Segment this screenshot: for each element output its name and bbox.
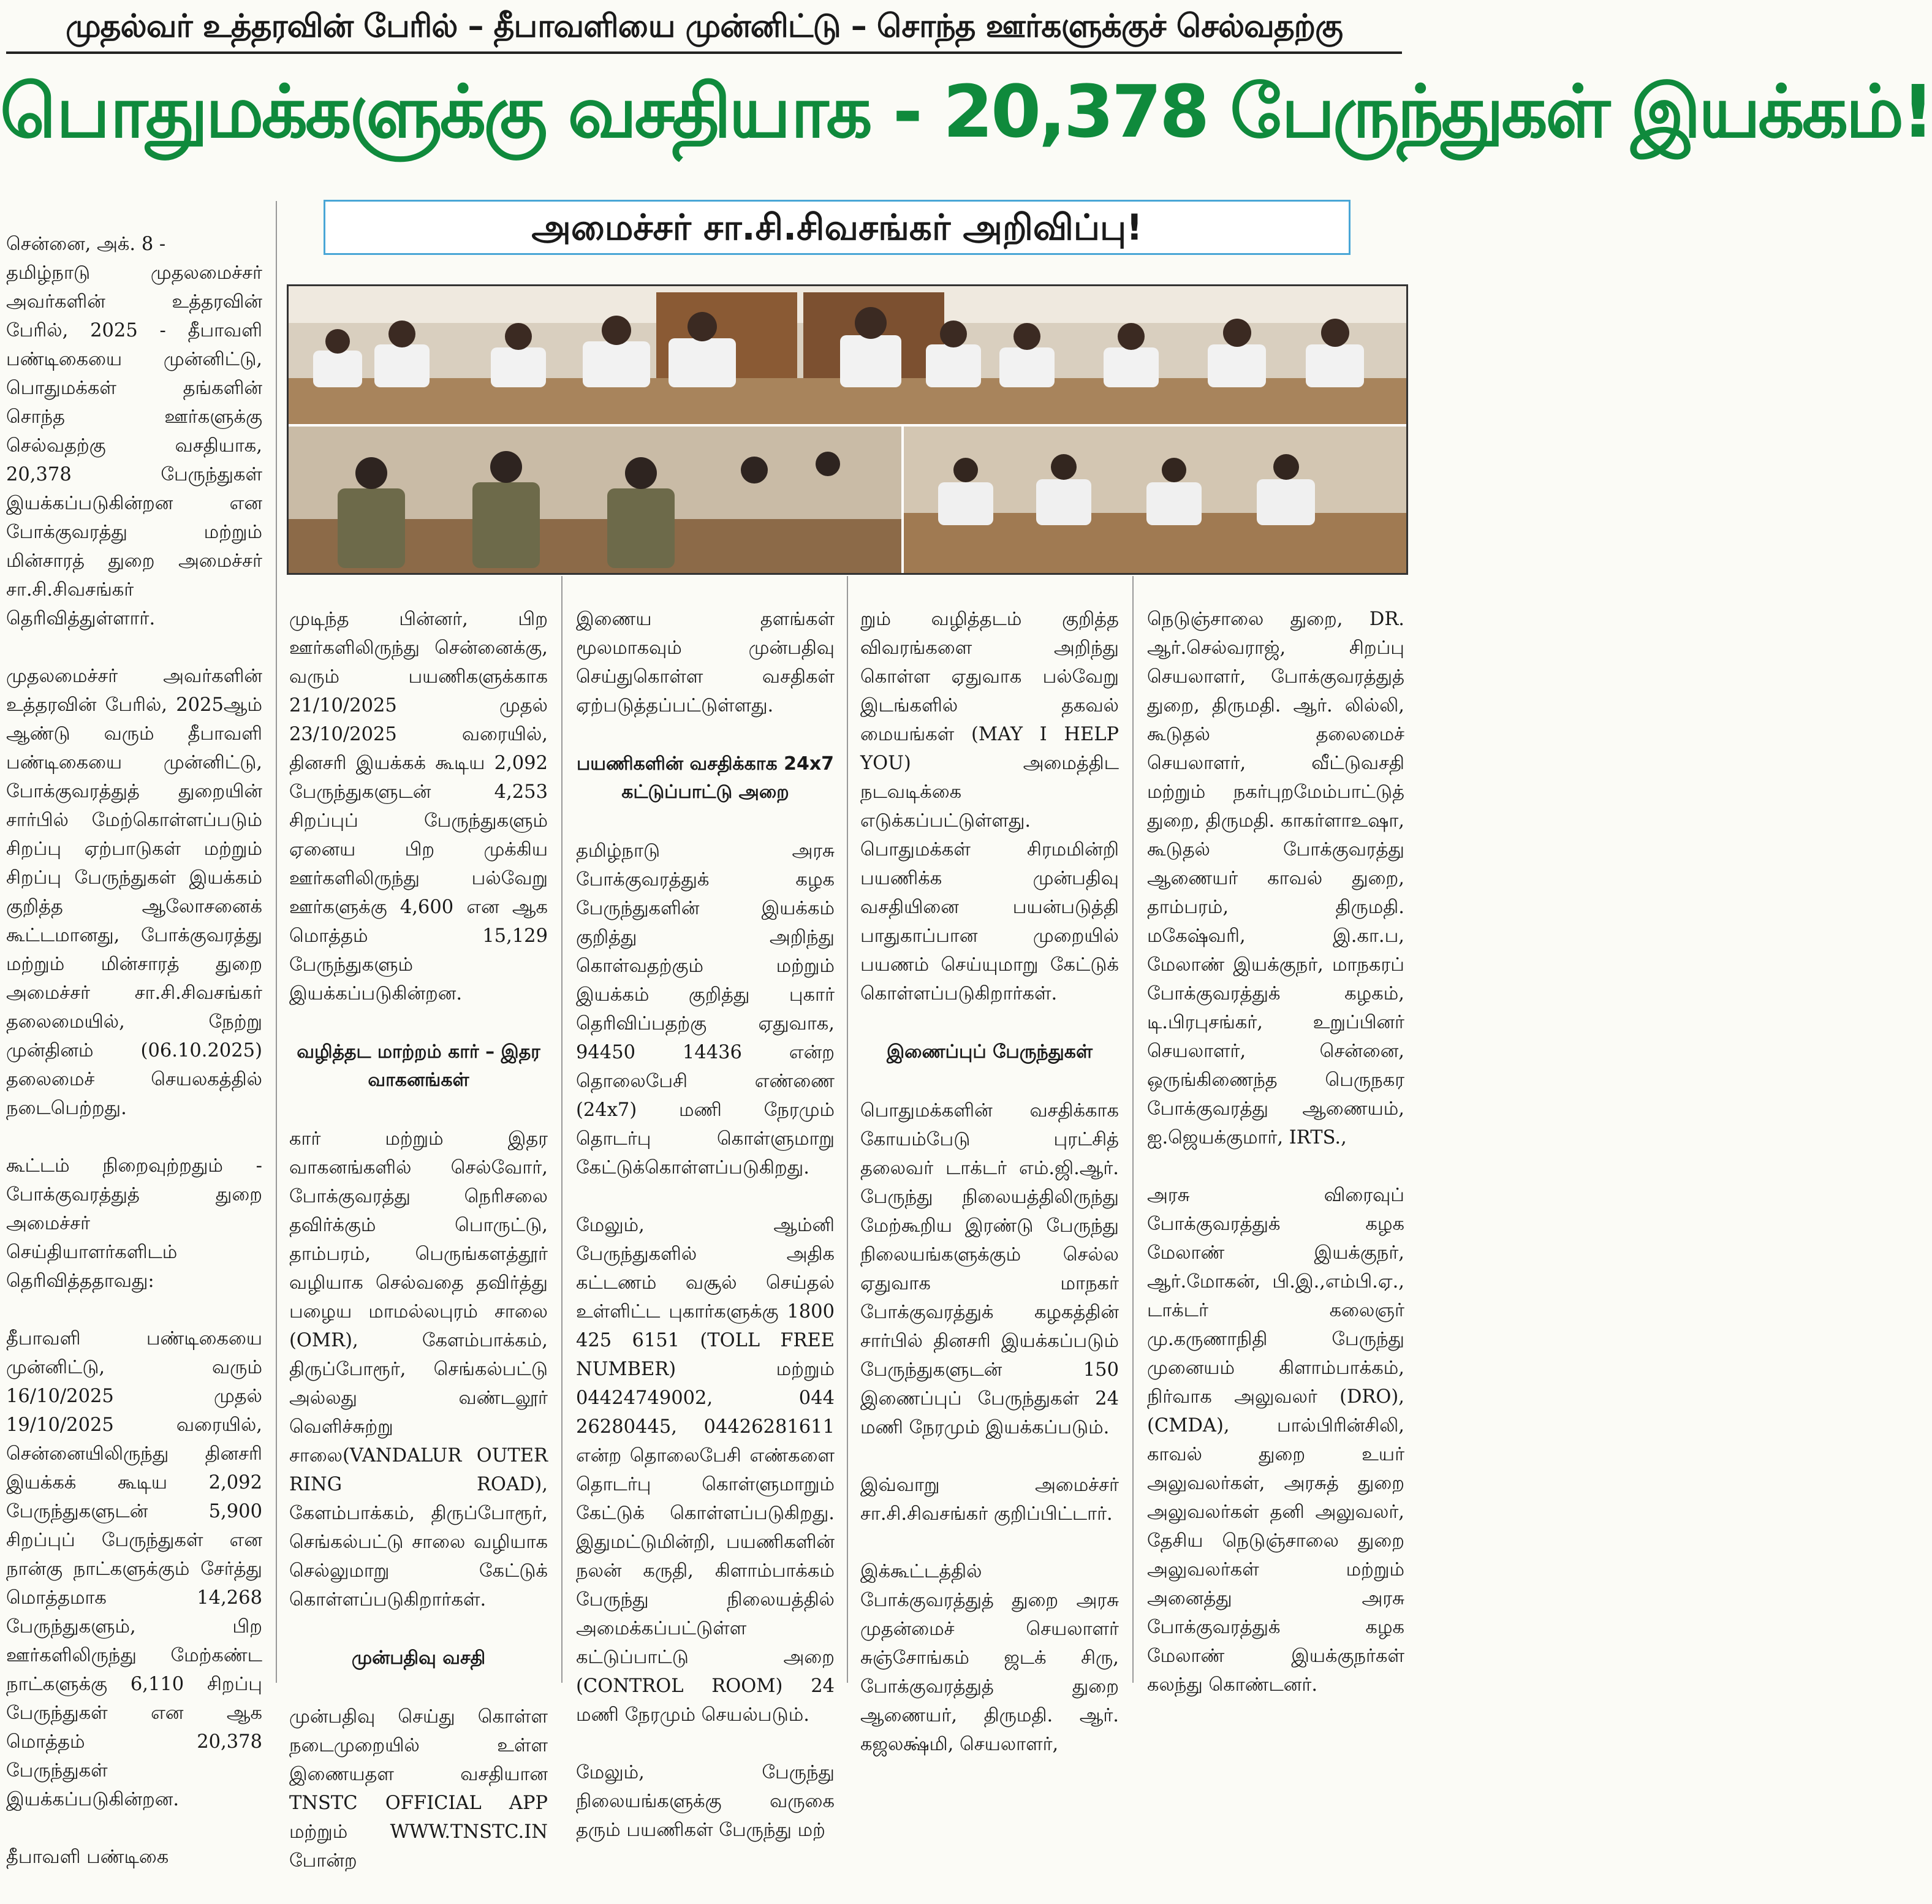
body-paragraph: கூட்டம் நிறைவுற்றதும் - போக்குவரத்துத் துறை அமைச்சர் செய்தியாளர்களிடம் தெரிவித்ததாவது: (6, 1155, 262, 1292)
section-subheading: இணைப்புப் பேருந்துகள் (886, 1041, 1093, 1063)
column-divider (276, 201, 277, 1683)
body-paragraph: மேலும், பேருந்து நிலையங்களுக்கு வருகை தரும் பயணிகள் பேருந்து மற் (576, 1762, 835, 1841)
subheadline-box: அமைச்சர் சா.சி.சிவசங்கர் அறிவிப்பு! (324, 200, 1351, 255)
column-divider (847, 576, 848, 1683)
kicker-divider (6, 51, 1402, 54)
body-paragraph: தமிழ்நாடு அரசு போக்குவரத்துக் கழக பேருந்துகளின் இயக்கம் குறித்து அறிந்து கொள்வதற்கும் மற்றும் இயக்கம் குறித்து புகார் தெரிவிப்பதற்கு ஏதுவாக, 94450 14436 என்ற தொலைபேசி எண்ணை (24x7) மணி நேரமும் தொடர்பு கொள்ளுமாறு கேட்டுக்கொள்ளப்படுகிறது. (576, 840, 835, 1178)
article-column-2 (289, 576, 548, 1872)
section-subheading: பயணிகளின் வசதிக்காக 24x7 கட்டுப்பாட்டு அறை (576, 753, 835, 803)
body-paragraph: முடிந்த பின்னர், பிற ஊர்களிலிருந்து சென்னைக்கு, வரும் பயணிகளுக்காக 21/10/2025 முதல் 23/10/2025 வரையில், தினசரி இயக்கக் கூடிய 2,092 பேருந்துகளுடன் 4,253 சிறப்புப் பேருந்துகளும் ஏனைய பிற முக்கிய ஊர்களிலிருந்து பல்வேறு ஊர்களுக்கு 4,600 என ஆக மொத்தம் 15,129 பேருந்துகளும் இயக்கப்படுகின்றன. (289, 609, 548, 1004)
body-paragraph: தீபாவளி பண்டிகை (6, 1846, 169, 1868)
column-divider (561, 576, 563, 1683)
body-paragraph: அரசு விரைவுப் போக்குவரத்துக் கழக மேலாண் இயக்குநர், ஆர்.மோகன், பி.இ.,எம்பி.ஏ., டாக்டர் கலைஞர் மு.கருணாநிதி பேருந்து முனையம் கிளாம்பாக்கம், நிர்வாக அலுவலர் (DRO), (CMDA), பால்பிரின்சிலி, காவல் துறை உயர் அலுவலர்கள், அரசுத் துறை அலுவலர்கள் தனி அலுவலர், தேசிய நெடுஞ்சாலை துறை அலுவலர்கள் மற்றும் அனைத்து அரசு போக்குவரத்துக் கழக மேலாண் இயக்குநர்கள் கலந்து கொண்டனர். (1147, 1185, 1404, 1696)
body-paragraph: இக்கூட்டத்தில் போக்குவரத்துத் துறை அரசு முதன்மைச் செயலாளர் சுஞ்சோங்கம் ஜடக் சிரு, போக்குவரத்துத் துறை ஆணையர், திருமதி. ஆர். கஜலக்ஷ்மி, செயலாளர், (860, 1561, 1119, 1755)
meeting-photo (287, 284, 1408, 575)
body-paragraph: இணைய தளங்கள் மூலமாகவும் முன்பதிவு செய்துகொள்ள வசதிகள் ஏற்படுத்தப்பட்டுள்ளது. (576, 609, 835, 716)
section-subheading: வழித்தட மாற்றம் கார் – இதர வாகனங்கள் (297, 1041, 540, 1091)
section-subheading: முன்பதிவு வசதி (351, 1647, 486, 1669)
dateline-paragraph: சென்னை, அக். 8 - தமிழ்நாடு முதலமைச்சர் அவர்களின் உத்தரவின் பேரில், 2025 - தீபாவளி பண்டிகையை முன்னிட்டு, பொதுமக்கள் தங்களின் சொந்த ஊர்களுக்கு செல்வதற்கு வசதியாக, 20,378 பேருந்துகள் இயக்கப்படுகின்றன என போக்குவரத்து மற்றும் மின்சாரத் துறை அமைச்சர் சா.சி.சிவசங்கர் தெரிவித்துள்ளார். (6, 233, 262, 629)
body-paragraph: தீபாவளி பண்டிகையை முன்னிட்டு, வரும் 16/10/2025 முதல் 19/10/2025 வரையில், சென்னையிலிருந்து தினசரி இயக்கக் கூடிய 2,092 பேருந்துகளுடன் 5,900 சிறப்புப் பேருந்துகள் என நான்கு நாட்களுக்கும் சேர்த்து மொத்தமாக 14,268 பேருந்துகளும், பிற ஊர்களிலிருந்து மேற்கண்ட நாட்களுக்கு 6,110 சிறப்பு பேருந்துகள் என ஆக மொத்தம் 20,378 பேருந்துகள் இயக்கப்படுகின்றன. (6, 1328, 262, 1810)
article-column-4 (860, 576, 1119, 1755)
body-paragraph: பொதுமக்களின் வசதிக்காக கோயம்பேடு புரட்சித் தலைவர் டாக்டர் எம்.ஜி.ஆர். பேருந்து நிலையத்திலிருந்து மேற்கூறிய இரண்டு பேருந்து நிலையங்களுக்கும் செல்ல ஏதுவாக மாநகர் போக்குவரத்துக் கழகத்தின் சார்பில் தினசரி இயக்கப்படும் பேருந்துகளுடன் 150 இணைப்புப் பேருந்துகள் 24 மணி நேரமும் இயக்கப்படும். (860, 1100, 1119, 1438)
body-paragraph: முன்பதிவு செய்து கொள்ள நடைமுறையில் உள்ள இணையதள வசதியான TNSTC OFFICIAL APP மற்றும் WWW.TNSTC.IN போன்ற (289, 1706, 548, 1872)
body-paragraph: கார் மற்றும் இதர வாகனங்களில் செல்வோர், போக்குவரத்து நெரிசலை தவிர்க்கும் பொருட்டு, தாம்பரம், பெருங்களத்தூர் வழியாக செல்வதை தவிர்த்து பழைய மாமல்லபுரம் சாலை (OMR), கேளம்பாக்கம், திருப்போரூர், செங்கல்பட்டு அல்லது வண்டலூர் வெளிச்சுற்று சாலை(VANDALUR OUTER RING ROAD), கேளம்பாக்கம், திருப்போரூர், செங்கல்பட்டு சாலை வழியாக செல்லுமாறு கேட்டுக் கொள்ளப்படுகிறார்கள். (289, 1128, 548, 1610)
body-paragraph: றும் வழித்தடம் குறித்த விவரங்களை அறிந்து கொள்ள ஏதுவாக பல்வேறு இடங்களில் தகவல் மையங்கள் (MAY I HELP YOU) அமைத்திட நடவடிக்கை எடுக்கப்பட்டுள்ளது. பொதுமக்கள் சிரமமின்றி பயணிக்க முன்பதிவு வசதியினை பயன்படுத்தி பாதுகாப்பான முறையில் பயணம் செய்யுமாறு கேட்டுக் கொள்ளப்படுகிறார்கள். (860, 609, 1119, 1004)
body-paragraph: மேலும், ஆம்னி பேருந்துகளில் அதிக கட்டணம் வசூல் செய்தல் உள்ளிட்ட புகார்களுக்கு 1800 425 6151 (TOLL FREE NUMBER) மற்றும் 04424749002, 044 26280445, 04426281611 என்ற தொலைபேசி எண்களை தொடர்பு கொள்ளுமாறும் கேட்டுக் கொள்ளப்படுகிறது. இதுமட்டுமின்றி, பயணிகளின் நலன் கருதி, கிளாம்பாக்கம் பேருந்து நிலையத்தில் அமைக்கப்பட்டுள்ள கட்டுப்பாட்டு அறை (CONTROL ROOM) 24 மணி நேரமும் செயல்படும். (576, 1215, 835, 1726)
meeting-photo-illustration (289, 286, 1406, 573)
body-paragraph: முதலமைச்சர் அவர்களின் உத்தரவின் பேரில், 2025ஆம் ஆண்டு வரும் தீபாவளி பண்டிகையை முன்னிட்டு, போக்குவரத்துத் துறையின் சார்பில் மேற்கொள்ளப்படும் சிறப்பு ஏற்பாடுகள் மற்றும் சிறப்பு பேருந்துகள் இயக்கம் குறித்த ஆலோசனைக் கூட்டமானது, போக்குவரத்து மற்றும் மின்சாரத் துறை அமைச்சர் சா.சி.சிவசங்கர் தலைமையில், நேற்று முன்தினம் (06.10.2025) தலைமைச் செயலகத்தில் நடைபெற்றது. (6, 666, 262, 1119)
kicker-heading: முதல்வர் உத்தரவின் பேரில் – தீபாவளியை முன்னிட்டு – சொந்த ஊர்களுக்குச் செல்வதற்கு (65, 8, 1343, 45)
article-column-1 (6, 201, 262, 1868)
body-paragraph: நெடுஞ்சாலை துறை, DR. ஆர்.செல்வராஜ், சிறப்பு செயலாளர், போக்குவரத்துத் துறை, திருமதி. ஆர். லில்லி, கூடுதல் தலைமைச் செயலாளர், வீட்டுவசதி மற்றும் நகர்புறமேம்பாட்டுத் துறை, திருமதி. காகர்ளாஉஷா, கூடுதல் போக்குவரத்து ஆணையர் காவல் துறை, தாம்பரம், திருமதி. மகேஷ்வரி, இ.கா.ப, மேலாண் இயக்குநர், மாநகரப் போக்குவரத்துக் கழகம், டி.பிரபுசங்கர், உறுப்பினர் செயலாளர், சென்னை, ஒருங்கிணைந்த பெருநகர போக்குவரத்து ஆணையம், ஐ.ஜெயக்குமார், IRTS., (1147, 609, 1404, 1148)
body-paragraph: இவ்வாறு அமைச்சர் சா.சி.சிவசங்கர் குறிப்பிட்டார். (860, 1474, 1119, 1525)
article-column-3 (576, 576, 835, 1841)
article-column-5 (1147, 576, 1404, 1696)
main-headline: பொதுமக்களுக்கு வசதியாக - 20,378 பேருந்துகள் இயக்கம்! (0, 69, 1932, 154)
column-divider (1132, 576, 1134, 1683)
